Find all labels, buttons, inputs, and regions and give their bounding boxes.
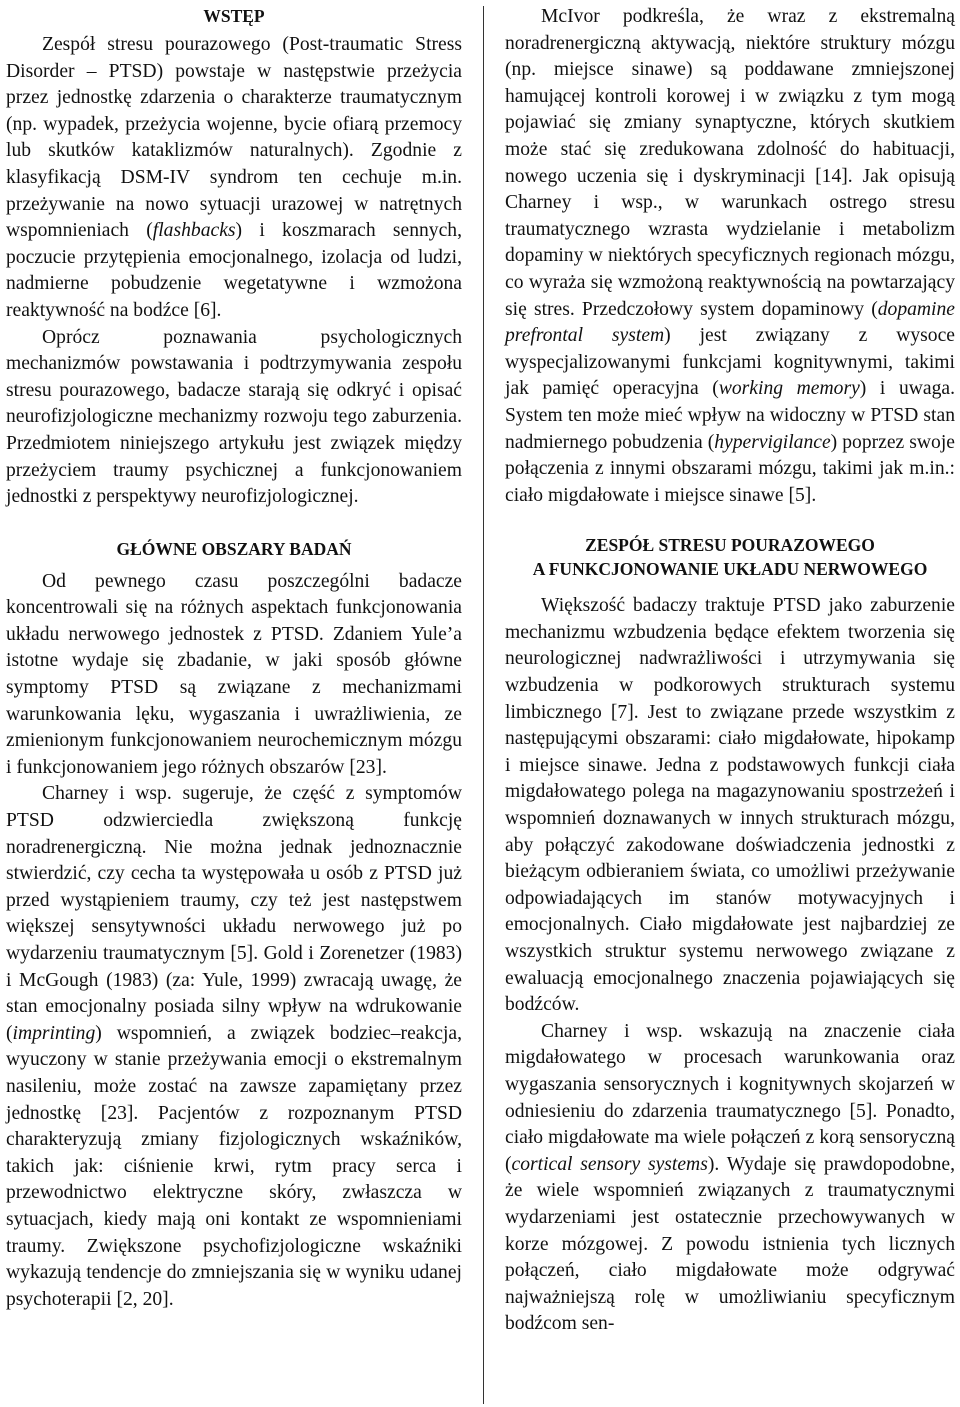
term-working-memory: working memory: [718, 378, 860, 400]
intro-paragraph-2: Oprócz poznawania psychologicznych mechanizmów powstawania i podtrzymywania zespołu stresu pourazowego, badacze starają się odkryć i opisać neurofizjologiczne mechanizmy rozwoju tego zaburzenia. Przedmiotem niniejszego artykułu jest związek między przeżyciem traumy psychicznej a funkcjonowaniem jednostki z perspektywy neurofizjologicznej.: [6, 326, 462, 508]
term-cortical-sensory-systems: cortical sensory systems: [511, 1153, 708, 1175]
section-heading-intro: WSTĘP: [203, 6, 265, 26]
main-paragraph-2: Charney i wsp. sugeruje, że część z symptomów PTSD odzwierciedla zwiększoną funkcję noradrenergiczną. Nie można jednak jednoznacznie stwierdzić, czy cecha ta występowała u osób z PTSD już przed wystąpieniem traumy, czy też jest następstwem większej sensytywności układu nerwowego już po wydarzeniu traumatycznym [5]. Gold i Zorenetzer (1983) i McGough (1983) (za: Yule, 1999) zwracają uwagę, że stan emocjonalny posiada silny wpływ na wdrukowanie (imprinting) wspomnień, a związek bodziec–reakcja, wyuczony w stanie przeżywania emocji o ekstremalnym nasileniu, może zostać na zawsze zapamiętany przez jednostkę [23]. Pacjentów z rozpoznanym PTSD charakteryzują zmiany fizjologicznych wskaźników, takich jak: ciśnienie krwi, rytm pracy serca i przewodnictwo elektryczne skóry, zwłaszcza w sytuacjach, kiedy mają oni kontakt ze wspomnieniami traumy. Zwiększone psychofizjologiczne wskaźniki wykazują tendencje do zmniejszania się w wyniku udanej psychoterapii [2, 20].: [6, 783, 462, 1310]
section-heading-line-1: ZESPÓŁ STRESU POURAZOWEGO: [585, 535, 875, 556]
section-heading-nervous-system: [505, 533, 955, 581]
left-column: [6, 4, 462, 1313]
column-divider: [483, 6, 484, 1404]
section-heading-main-areas: GŁÓWNE OBSZARY BADAŃ: [116, 538, 352, 559]
term-flashbacks: flashbacks: [152, 220, 236, 242]
term-imprinting: imprinting: [12, 1022, 96, 1044]
main-paragraph-1: Od pewnego czasu poszczególni badacze koncentrowali się na różnych aspektach funkcjonowania układu nerwowego jednostek z PTSD. Zdaniem Yule’a istotne wydaje się zbadanie, w jaki sposób główne symptomy PTSD są związane z mechanizmami warunkowania lęku, wygaszania i uwrażliwienia, ze zmienionym funkcjonowaniem neurochemicznym mózgu i funkcjonowaniem jego różnych obszarów [23].: [6, 570, 462, 778]
term-hypervigilance: hypervigilance: [714, 431, 831, 453]
section-paragraph-1: Większość badaczy traktuje PTSD jako zaburzenie mechanizmu wzbudzenia będące efektem tworzenia się neurologicznej nadwrażliwości i utrzymywania się wzbudzenia w podkorowych strukturach systemu limbicznego [7]. Jest to związane przede wszystkim z następującymi obszarami: ciało migdałowate, hipokamp i miejsce sinawe. Jedna z podstawowych funkcji ciała migdałowatego polega na magazynowaniu spostrzeżeń i wspomnień doznawanych w innych strukturach mózgu, aby połączyć zakodowane doświadczenia jednostki z bieżącym odbieraniem świata, co umożliwi przeżywanie odpowiadających im stanów motywacyjnych i emocjonalnych. Ciało migdałowate jest najbardziej ze wszystkich struktur systemu nerwowego związane z ewaluacją emocjonalnego znaczenia pojawiających się bodźców.: [505, 595, 955, 1016]
term-dopamine-prefrontal-system: dopamine prefrontal system: [505, 298, 955, 347]
section-heading-line-2: A FUNKCJONOWANIE UKŁADU NERWOWEGO: [532, 559, 928, 580]
right-column: [505, 4, 955, 1338]
section-paragraph-2: Charney i wsp. wskazują na znaczenie ciała migdałowatego w procesach warunkowania oraz wygaszania sensorycznych i kognitywnych skojarzeń w odniesieniu do zdarzenia traumatycznego [5]. Ponadto, ciało migdałowate ma wiele połączeń z korą sensoryczną (cortical sensory systems). Wydaje się prawdopodobne, że wiele wspomnień związanych z traumatycznymi wydarzeniami jest ostatecznie przechowywanych w korze mózgowej. Z powodu istnienia tych licznych połączeń, ciało migdałowate może odgrywać najważniejszą rolę w umożliwianiu specyficznym bodźcom sen-: [505, 1020, 955, 1335]
continued-paragraph: McIvor podkreśla, że wraz z ekstremalną noradrenergiczną aktywacją, niektóre struktury mózgu (np. miejsce sinawe) są poddawane zmniejszonej hamującej kontroli korowej i w związku z tym mogą pojawiać się zmiany synaptyczne, których skutkiem może stać się zredukowana zdolność do habituacji, nowego uczenia się i dyskryminacji [14]. Jak opisują Charney i wsp., w warunkach ostrego stresu traumatycznego wzrasta wydzielanie i metabolizm dopaminy w niektórych specyficznych regionach mózgu, co wyraża się wzmożoną reaktywnością na powtarzający się stres. Przedczołowy system dopaminowy (dopamine prefrontal system) jest związany z wysoce wyspecjalizowanymi funkcjami kognitywnymi, takimi jak pamięć operacyjna (working memory) i uwaga. System ten może mieć wpływ na widoczny w PTSD stan nadmiernego pobudzenia (hypervigilance) poprzez swoje połączenia z innymi obszarami mózgu, takimi jak m.in.: ciało migdałowate i miejsce sinawe [5].: [505, 6, 955, 506]
intro-paragraph-1: Zespół stresu pourazowego (Post-traumatic Stress Disorder – PTSD) powstaje w następstwie przeżycia przez jednostkę zdarzenia o charakterze traumatycznym (np. wypadek, przeżycia wojenne, bycie ofiarą przemocy lub skutków kataklizmów naturalnych). Zgodnie z klasyfikacją DSM-IV syndrom ten cechuje m.in. przeżywanie na nowo sytuacji urazowej w natrętnych wspomnieniach (flashbacks) i koszmarach sennych, poczucie przytępienia emocjonalnego, izolacja od ludzi, nadmierne pobudzenie wegetatywne i wzmożona reaktywność na bodźce [6].: [6, 34, 463, 321]
